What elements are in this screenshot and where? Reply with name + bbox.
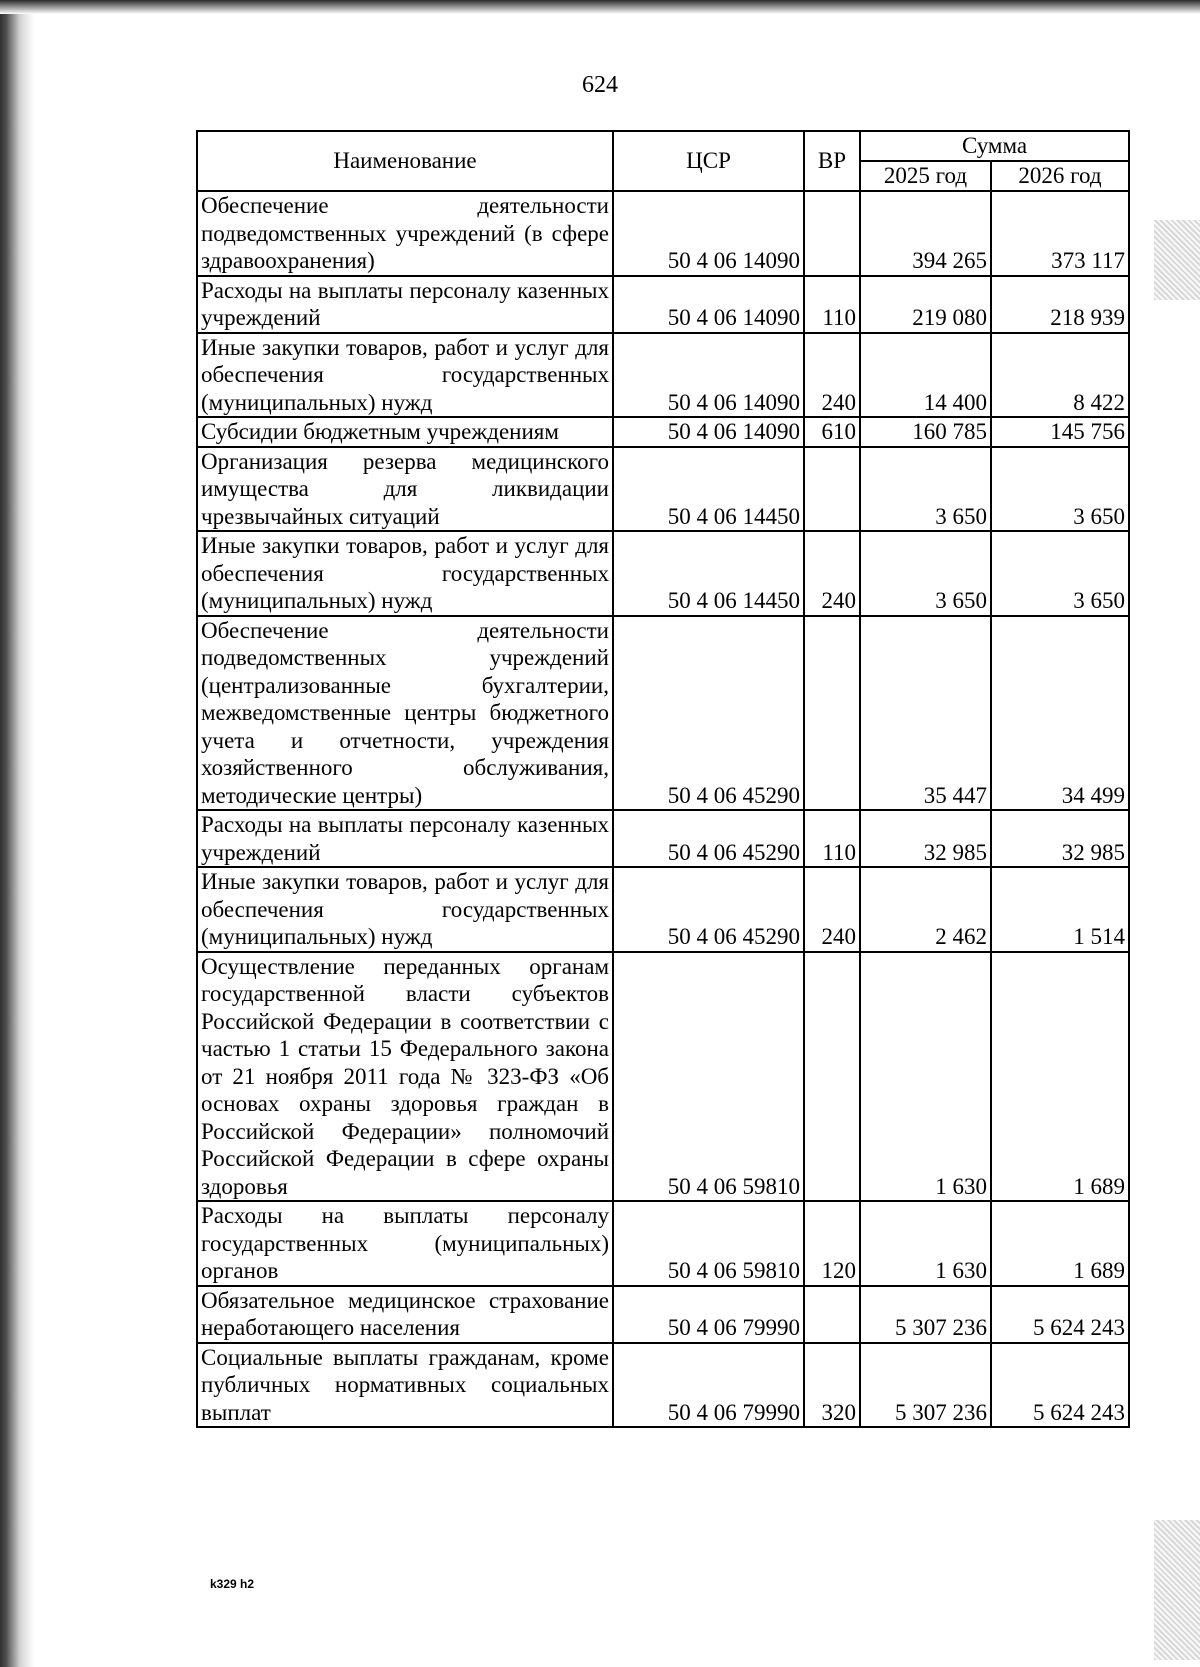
row-name: Расходы на выплаты персоналу казенных учреждений — [197, 276, 613, 333]
row-name: Расходы на выплаты персоналу государственных (муниципальных) органов — [197, 1201, 613, 1286]
row-2025: 5 307 236 — [860, 1286, 991, 1343]
header-sum: Сумма — [860, 131, 1129, 161]
row-2025: 1 630 — [860, 952, 991, 1202]
row-2025: 3 650 — [860, 531, 991, 616]
row-vr: 610 — [804, 417, 860, 447]
row-name: Обеспечение деятельности подведомственных учреждений (в сфере здравоохранения) — [197, 191, 613, 276]
table-row — [197, 810, 1129, 867]
row-2025: 14 400 — [860, 333, 991, 418]
row-name: Социальные выплаты гражданам, кроме публичных нормативных социальных выплат — [197, 1343, 613, 1428]
row-name: Расходы на выплаты персоналу казенных учреждений — [197, 810, 613, 867]
row-2025: 35 447 — [860, 616, 991, 811]
row-csr: 50 4 06 79990 — [613, 1286, 804, 1343]
row-vr: 110 — [804, 276, 860, 333]
row-2026: 373 117 — [991, 191, 1129, 276]
row-2026: 3 650 — [991, 447, 1129, 532]
row-2025: 5 307 236 — [860, 1343, 991, 1428]
table-row — [197, 952, 1129, 1202]
table-row — [197, 1201, 1129, 1286]
row-vr: 240 — [804, 531, 860, 616]
row-2026: 218 939 — [991, 276, 1129, 333]
row-2026: 1 514 — [991, 867, 1129, 952]
header-year-2025: 2025 год — [860, 161, 991, 191]
row-csr: 50 4 06 59810 — [613, 1201, 804, 1286]
row-vr: 120 — [804, 1201, 860, 1286]
row-2025: 3 650 — [860, 447, 991, 532]
table-row — [197, 191, 1129, 276]
row-vr — [804, 447, 860, 532]
row-name: Обязательное медицинское страхование неработающего населения — [197, 1286, 613, 1343]
table-row — [197, 531, 1129, 616]
row-vr: 240 — [804, 867, 860, 952]
header-vr: ВР — [804, 131, 860, 191]
row-csr: 50 4 06 14090 — [613, 417, 804, 447]
row-csr: 50 4 06 14450 — [613, 447, 804, 532]
row-2025: 219 080 — [860, 276, 991, 333]
row-csr: 50 4 06 14090 — [613, 191, 804, 276]
row-2025: 32 985 — [860, 810, 991, 867]
footer-code: k329 h2 — [210, 1577, 255, 1591]
row-2025: 160 785 — [860, 417, 991, 447]
scan-noise-right-bottom — [1154, 1520, 1200, 1660]
row-vr: 320 — [804, 1343, 860, 1428]
row-csr: 50 4 06 14090 — [613, 333, 804, 418]
scan-noise-right-top — [1154, 220, 1200, 300]
table-header — [197, 131, 1129, 191]
table-row — [197, 1286, 1129, 1343]
row-2025: 394 265 — [860, 191, 991, 276]
row-csr: 50 4 06 14450 — [613, 531, 804, 616]
row-csr: 50 4 06 45290 — [613, 810, 804, 867]
row-2026: 5 624 243 — [991, 1286, 1129, 1343]
row-2025: 2 462 — [860, 867, 991, 952]
row-name: Иные закупки товаров, работ и услуг для обеспечения государственных (муниципальных) нужд — [197, 333, 613, 418]
table-row — [197, 616, 1129, 811]
row-2026: 1 689 — [991, 952, 1129, 1202]
row-2026: 5 624 243 — [991, 1343, 1129, 1428]
row-2026: 8 422 — [991, 333, 1129, 418]
row-vr — [804, 191, 860, 276]
table-row — [197, 867, 1129, 952]
row-name: Организация резерва медицинского имущества для ликвидации чрезвычайных ситуаций — [197, 447, 613, 532]
row-vr: 240 — [804, 333, 860, 418]
row-2025: 1 630 — [860, 1201, 991, 1286]
row-csr: 50 4 06 59810 — [613, 952, 804, 1202]
row-csr: 50 4 06 45290 — [613, 616, 804, 811]
scan-shadow-top — [0, 0, 1200, 14]
row-vr — [804, 616, 860, 811]
row-2026: 34 499 — [991, 616, 1129, 811]
row-2026: 32 985 — [991, 810, 1129, 867]
table-body — [197, 191, 1129, 1427]
row-2026: 3 650 — [991, 531, 1129, 616]
table-row — [197, 276, 1129, 333]
row-name: Обеспечение деятельности подведомственных учреждений (централизованные бухгалтерии, межведомственные центры бюджетного учета и отчетности, учреждения хозяйственного обслуживания, методические центры) — [197, 616, 613, 811]
row-2026: 1 689 — [991, 1201, 1129, 1286]
row-csr: 50 4 06 14090 — [613, 276, 804, 333]
table-row — [197, 417, 1129, 447]
table-row — [197, 1343, 1129, 1428]
row-name: Иные закупки товаров, работ и услуг для обеспечения государственных (муниципальных) нужд — [197, 867, 613, 952]
row-csr: 50 4 06 45290 — [613, 867, 804, 952]
page-number: 624 — [582, 72, 618, 98]
budget-table — [196, 130, 1130, 1428]
header-year-2026: 2026 год — [991, 161, 1129, 191]
header-csr: ЦСР — [613, 131, 804, 191]
table-row — [197, 333, 1129, 418]
row-vr: 110 — [804, 810, 860, 867]
row-2026: 145 756 — [991, 417, 1129, 447]
scan-shadow-left — [0, 0, 34, 1667]
row-name: Субсидии бюджетным учреждениям — [197, 417, 613, 447]
header-name: Наименование — [197, 131, 613, 191]
row-name: Осуществление переданных органам государственной власти субъектов Российской Федерации в соответствии с частью 1 статьи 15 Федерального закона от 21 ноября 2011 года № 323-ФЗ «Об основах охраны здоровья граждан в Российской Федерации» полномочий Российской Федерации в сфере охраны здоровья — [197, 952, 613, 1202]
row-csr: 50 4 06 79990 — [613, 1343, 804, 1428]
table-row — [197, 447, 1129, 532]
row-vr — [804, 1286, 860, 1343]
row-name: Иные закупки товаров, работ и услуг для обеспечения государственных (муниципальных) нужд — [197, 531, 613, 616]
row-vr — [804, 952, 860, 1202]
